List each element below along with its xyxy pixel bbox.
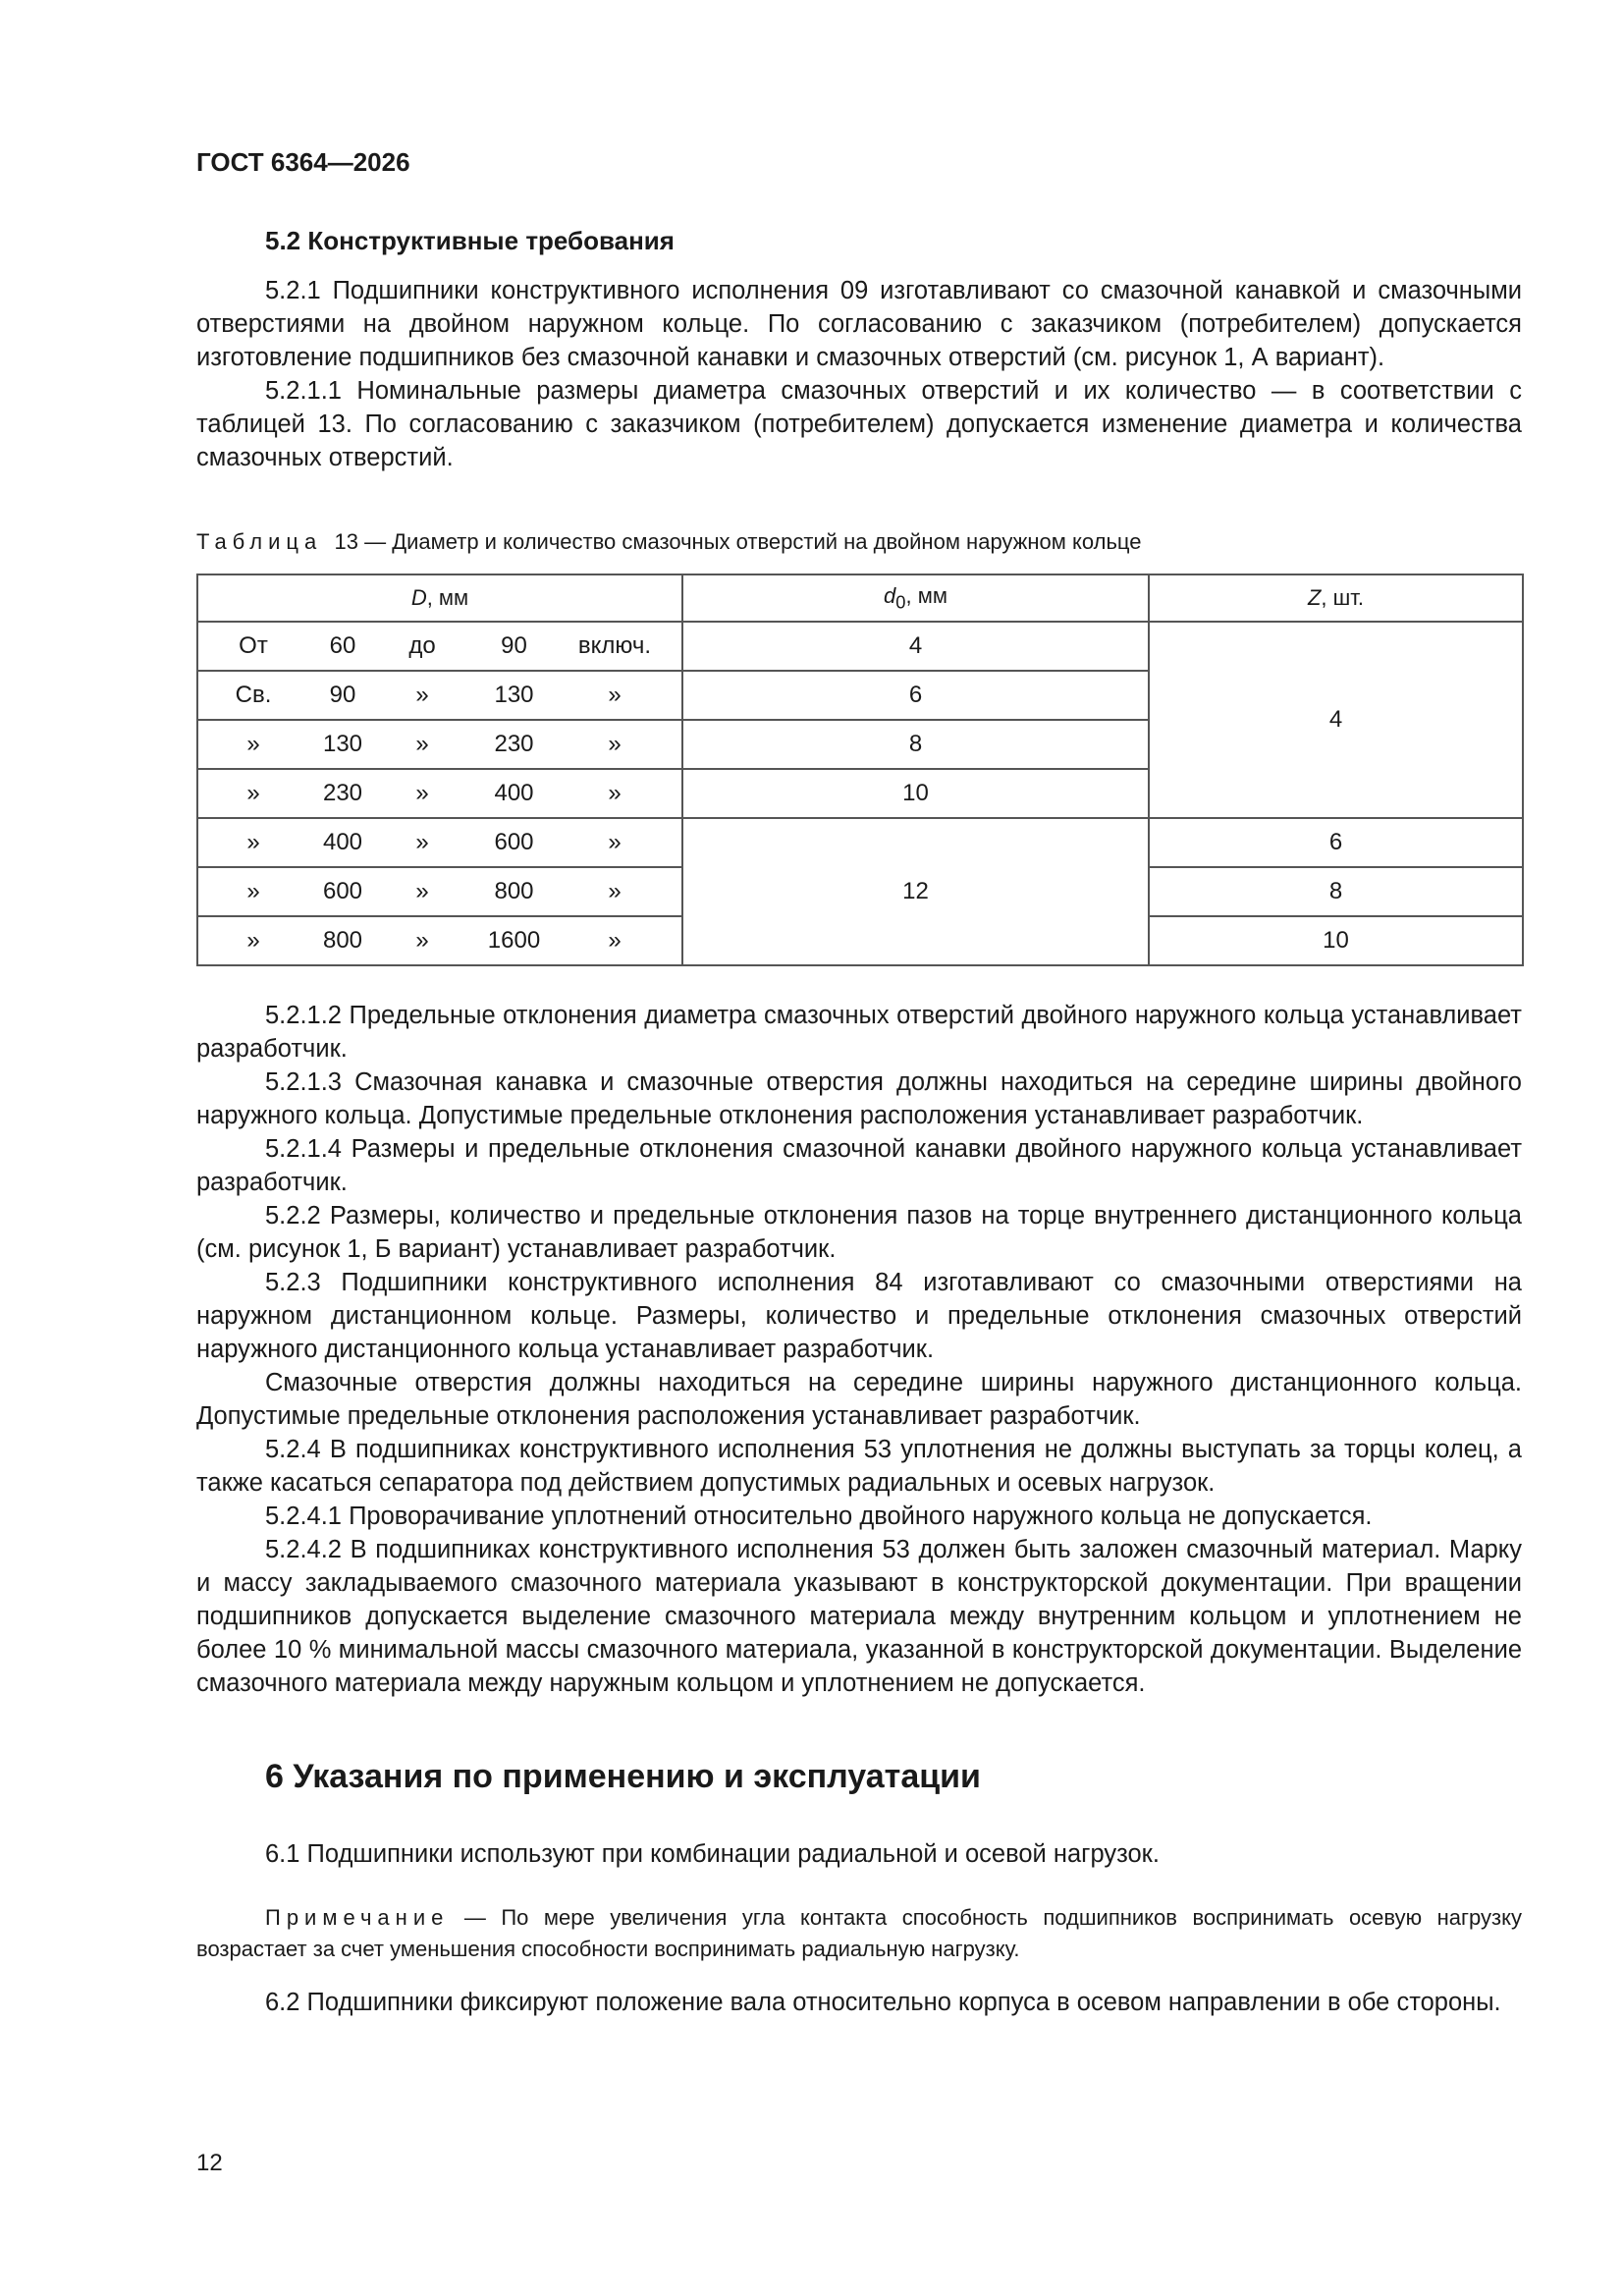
paragraph-5-2-1-2: 5.2.1.2 Предельные отклонения диаметра смазочных отверстий двойного наружного кольца устанавливает разработчик.: [196, 1002, 1522, 1063]
paragraph-5-2-2: 5.2.2 Размеры, количество и предельные отклонения пазов на торце внутреннего дистанционного кольца (см. рисунок 1, Б вариант) устанавливает разработчик.: [196, 1202, 1522, 1263]
page-number: 12: [196, 2150, 223, 2176]
document-header: ГОСТ 6364—2026: [196, 147, 410, 177]
table-header-row: [197, 574, 1523, 622]
header-Z: Z, шт.: [1149, 574, 1523, 622]
header-D: D, мм: [197, 574, 682, 622]
note-text: — По мере увеличения угла контакта способность подшипников воспринимать осевую нагрузку возрастает за счет уменьшения способности воспринимать радиальную нагрузку.: [196, 1905, 1522, 1961]
paragraph-6-1: 6.1 Подшипники используют при комбинации радиальной и осевой нагрузок.: [265, 1840, 1160, 1868]
z-cell: 10: [1149, 916, 1523, 965]
range-cell: » 400 » 600 »: [197, 818, 682, 867]
d0-cell: 4: [682, 622, 1149, 671]
paragraph-5-2-3: 5.2.3 Подшипники конструктивного исполнения 84 изготавливают со смазочными отверстиями на наружном дистанционном кольце. Размеры, количество и предельные отклонения смазочных отверстий наружного дистанционного кольца устанавливает разработчик.: [196, 1269, 1522, 1363]
table-row: [197, 818, 1523, 867]
d0-cell: 10: [682, 769, 1149, 818]
paragraph-5-2-1: 5.2.1 Подшипники конструктивного исполнения 09 изготавливают со смазочной канавкой и смазочными отверстиями на двойном наружном кольце. По согласованию с заказчиком (потребителем) допускается изготовление подшипников без смазочной канавки и смазочных отверстий (см. рисунок 1, А вариант).: [196, 277, 1522, 371]
d0-cell: 6: [682, 671, 1149, 720]
range-cell: » 600 » 800 »: [197, 867, 682, 916]
paragraph-5-2-1-1: 5.2.1.1 Номинальные размеры диаметра смазочных отверстий и их количество — в соответствии с таблицей 13. По согласованию с заказчиком (потребителем) допускается изменение диаметра и количества смазочных отверстий.: [196, 377, 1522, 471]
paragraph-5-2-4: 5.2.4 В подшипниках конструктивного исполнения 53 уплотнения не должны выступать за торцы колец, а также касаться сепаратора под действием допустимых радиальных и осевых нагрузок.: [196, 1436, 1522, 1497]
paragraph-5-2-4-1: 5.2.4.1 Проворачивание уплотнений относительно двойного наружного кольца не допускается.: [265, 1503, 1373, 1530]
note: [196, 1902, 1522, 1965]
section-heading-6: 6 Указания по применению и эксплуатации: [265, 1758, 981, 1795]
table-caption-label: Таблица: [196, 529, 323, 554]
paragraph-5-2-1-3: 5.2.1.3 Смазочная канавка и смазочные отверстия должны находиться на середине ширины двойного наружного кольца. Допустимые предельные отклонения расположения устанавливает разработчик.: [196, 1068, 1522, 1129]
text-block-top: [196, 274, 1522, 474]
text-block-middle: [196, 999, 1522, 1700]
range-cell: От 60 до 90 включ.: [197, 622, 682, 671]
section-heading-5-2: 5.2 Конструктивные требования: [265, 226, 675, 255]
range-cell: » 800 » 1600 »: [197, 916, 682, 965]
z-cell: 8: [1149, 867, 1523, 916]
range-cell: » 130 » 230 »: [197, 720, 682, 769]
paragraph-6-2-block: [196, 1986, 1522, 2019]
d0-cell: 8: [682, 720, 1149, 769]
d0-cell: 12: [682, 818, 1149, 965]
paragraph-6-1-block: [196, 1837, 1522, 1871]
paragraph-6-2: 6.2 Подшипники фиксируют положение вала относительно корпуса в осевом направлении в обе стороны.: [265, 1989, 1501, 2016]
z-cell: 6: [1149, 818, 1523, 867]
paragraph-5-2-4-2: 5.2.4.2 В подшипниках конструктивного исполнения 53 должен быть заложен смазочный материал. Марку и массу закладываемого смазочного материала указывают в конструкторской документации. При вращении подшипников допускается выделение смазочного материала между внутренним кольцом и уплотнением не более 10 % минимальной массы смазочного материала, указанной в конструкторской документации. Выделение смазочного материала между наружным кольцом и уплотнением не допускается.: [196, 1536, 1522, 1697]
range-cell: » 230 » 400 »: [197, 769, 682, 818]
paragraph-5-2-1-4: 5.2.1.4 Размеры и предельные отклонения смазочной канавки двойного наружного кольца устанавливает разработчик.: [196, 1135, 1522, 1196]
table-caption-text: 13 — Диаметр и количество смазочных отверстий на двойном наружном кольце: [334, 529, 1142, 554]
header-d0: $d_0$, мм: [682, 574, 1149, 622]
table-caption: [196, 529, 1142, 555]
table-row: [197, 622, 1523, 671]
z-cell: 4: [1149, 622, 1523, 818]
table-13: [196, 574, 1524, 966]
paragraph-5-2-3-cont: Смазочные отверстия должны находиться на середине ширины наружного дистанционного кольца. Допустимые предельные отклонения расположения устанавливает разработчик.: [196, 1369, 1522, 1430]
note-label: Примечание: [265, 1905, 450, 1930]
range-cell: Св. 90 » 130 »: [197, 671, 682, 720]
